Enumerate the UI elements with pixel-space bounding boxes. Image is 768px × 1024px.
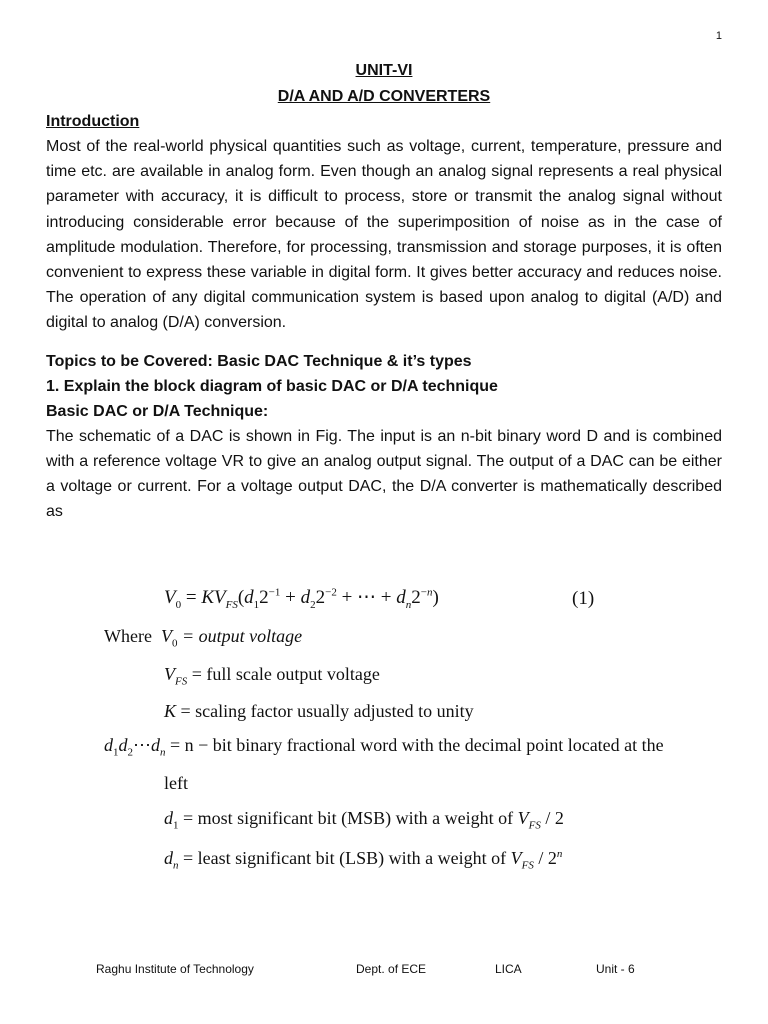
vfs-line: $V_{FS}$ = full scale output voltage bbox=[164, 664, 380, 688]
footer-unit: Unit - 6 bbox=[596, 962, 635, 976]
equation-number: (1) bbox=[572, 588, 595, 609]
page-number: 1 bbox=[715, 30, 722, 42]
footer-subject: LICA bbox=[495, 962, 522, 976]
unit-title: UNIT-VI bbox=[355, 62, 413, 79]
word-desc: = n − bit binary fractional word with the decimal point located at the bbox=[170, 735, 664, 755]
dac-equation: $V_0 = KV_{FS}(d_12^{-1} + d_22^{-2}$ + ⋯ + $d_n2^{-n}$) bbox=[164, 586, 439, 611]
dn-desc: = least significant bit (LSB) with a weight of bbox=[183, 848, 507, 868]
intro-heading: Introduction bbox=[46, 113, 140, 130]
d1-desc: = most significant bit (MSB) with a weight of bbox=[183, 808, 514, 828]
footer-institute: Raghu Institute of Technology bbox=[96, 962, 254, 976]
k-desc: = scaling factor usually adjusted to unity bbox=[180, 701, 474, 721]
word-line: $d_1d_2\cdots d_n = n$ − bit binary fractional word with the decimal point located at the bbox=[104, 735, 664, 759]
dn-line: $d_n$ = least significant bit (LSB) with a weight of $V_{FS} / 2^n$ bbox=[164, 848, 563, 872]
word-line-cont: left bbox=[164, 773, 188, 793]
v0-desc: = output voltage bbox=[181, 626, 303, 646]
d1-line: $d_1$ = most significant bit (MSB) with a weight of $V_{FS} / 2$ bbox=[164, 808, 564, 832]
vfs-desc: = full scale output voltage bbox=[191, 664, 380, 684]
k-line: K = scaling factor usually adjusted to unity bbox=[164, 701, 474, 721]
intro-paragraph: Most of the real-world physical quantities such as voltage, current, temperature, pressure and time etc. are available in analog form. Even though an analog signal represents a real physical parameter with accuracy, it is difficult to process, store or transmit the analog signal without introducing considerable error because of the superimposition of noise as in the case of amplitude modulation. Therefore, for processing, transmission and storage purposes, it is often convenient to express these variable in digital form. It gives better accuracy and reduces noise. The operation of any digital communication system is based upon analog to digital (A/D) and digital to analog (D/A) conversion. bbox=[46, 138, 722, 332]
question-line: 1. Explain the block diagram of basic DAC or D/A technique bbox=[46, 377, 498, 395]
topics-line: Topics to be Covered: Basic DAC Technique & it’s types bbox=[46, 352, 472, 370]
subheading: Basic DAC or D/A Technique: bbox=[46, 402, 269, 420]
where-line: Where $V_0$ = output voltage bbox=[104, 626, 303, 650]
where-label: Where bbox=[104, 626, 152, 646]
footer-dept: Dept. of ECE bbox=[356, 962, 427, 976]
dac-paragraph: The schematic of a DAC is shown in Fig. The input is an n-bit binary word D and is combined with a reference voltage VR to give an analog output signal. The output of a DAC can be either a voltage or current. For a voltage output DAC, the D/A converter is mathematically described as bbox=[46, 427, 722, 521]
chapter-title: D/A AND A/D CONVERTERS bbox=[277, 88, 491, 105]
